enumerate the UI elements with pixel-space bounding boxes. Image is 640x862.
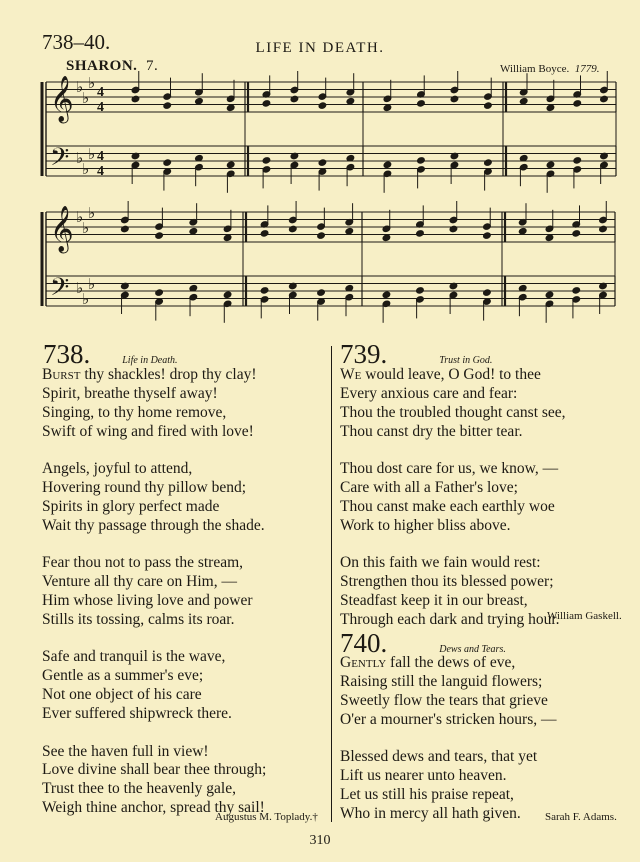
verse-line: Safe and tranquil is the wave, — [42, 648, 226, 666]
verse-line: Singing, to thy home remove, — [42, 403, 227, 421]
verse-line: Venture all thy care on Him, — — [42, 573, 237, 591]
verse-line: Trust thee to the heavenly gale, — [42, 780, 236, 798]
note-head — [483, 289, 492, 297]
verse-line: Spirits in glory perfect made — [42, 497, 220, 515]
flat-icon: ♭ — [82, 290, 90, 308]
hymn-author: Augustus M. Toplady.† — [215, 811, 318, 823]
time-signature: 4 — [97, 100, 104, 115]
verse-line: Fear thou not to pass the stream, — [42, 554, 244, 572]
verse-line: See the haven full in view! — [42, 742, 209, 760]
verse-line: Thou canst make each earthly woe — [340, 497, 555, 515]
verse-line: Steadfast keep it in our breast, — [340, 592, 528, 610]
verse-line: Wait thy passage through the shade. — [42, 516, 265, 534]
note-head — [155, 232, 164, 240]
composer-year: 1779. — [574, 63, 600, 75]
note-head — [545, 291, 554, 299]
verse-line: Hovering round thy pillow bend; — [42, 479, 247, 497]
note-head — [572, 287, 581, 295]
note-head — [346, 97, 355, 105]
bass-clef-icon: 𝄢 — [50, 273, 70, 308]
note-head — [600, 95, 609, 103]
flat-icon: ♭ — [76, 208, 84, 226]
treble-clef-icon: 𝄞 — [50, 76, 74, 122]
flat-icon: ♭ — [88, 145, 96, 163]
verse-line: Care with all a Father's love; — [340, 479, 518, 497]
flat-icon: ♭ — [88, 204, 96, 222]
note-head — [416, 287, 425, 295]
note-head — [226, 161, 235, 169]
tune-name-text: SHARON. — [66, 58, 138, 74]
note-head — [450, 95, 459, 103]
stanza — [42, 648, 322, 724]
note-head — [260, 230, 269, 238]
note-head — [262, 157, 271, 165]
note-head — [195, 97, 204, 105]
note-head — [226, 104, 235, 112]
verse-line: Not one object of his care — [42, 686, 202, 704]
verse-line: Thou canst dry the bitter tear. — [340, 422, 523, 440]
note-head — [262, 100, 271, 108]
time-signature: 4 — [97, 85, 104, 100]
composer-name: William Boyce. — [500, 63, 570, 75]
hymn-number: 738. — [43, 339, 91, 369]
note-head — [572, 230, 581, 238]
hymn-number: 740. — [340, 628, 388, 658]
flat-icon: ♭ — [82, 160, 90, 178]
hymn-740-verses — [340, 654, 620, 824]
treble-clef-icon: 𝄞 — [50, 206, 74, 252]
note-head — [546, 161, 555, 169]
verse-line: Gentle as a summer's eve; — [42, 667, 204, 685]
stanza — [42, 743, 322, 819]
verse-line: Weigh thine anchor, spread thy sail! — [42, 799, 265, 817]
stanza — [340, 460, 620, 536]
stanza — [42, 554, 322, 630]
note-head — [318, 159, 327, 167]
note-head — [573, 157, 582, 165]
note-head — [163, 102, 172, 110]
note-head — [223, 291, 232, 299]
verse-line: Swift of wing and fired with love! — [42, 422, 254, 440]
note-head — [223, 234, 232, 242]
verse-line: Strengthen thou its blessed power; — [340, 573, 554, 591]
verse-line: Sweetly flow the tears that grieve — [340, 691, 548, 709]
page-range: 738–40. — [42, 30, 111, 54]
note-head — [290, 95, 299, 103]
verse-line: Blessed dews and tears, that yet — [340, 748, 538, 766]
verse-line: Lift us nearer unto heaven. — [340, 767, 507, 785]
verse-line: Him whose living love and power — [42, 592, 253, 610]
verse-line: We would leave, O God! to thee — [340, 366, 541, 383]
verse-line: Through each dark and trying hour. — [340, 610, 560, 628]
music-score — [0, 0, 640, 335]
hymn-heading: Trust in God. — [439, 355, 493, 366]
flat-icon: ♭ — [88, 74, 96, 92]
stanza — [42, 460, 322, 536]
note-head — [573, 100, 582, 108]
hymn-739 — [340, 341, 492, 368]
note-head — [416, 230, 425, 238]
note-head — [484, 102, 493, 110]
note-head — [121, 225, 130, 233]
verse-line: Raising still the languid flowers; — [340, 672, 543, 690]
note-head — [383, 161, 392, 169]
note-head — [546, 104, 555, 112]
verse-line: Ever suffered shipwreck there. — [42, 705, 232, 723]
note-head — [155, 289, 164, 297]
flat-icon: ♭ — [88, 275, 96, 293]
verse-line: Let us still his praise repeat, — [340, 785, 514, 803]
hymn-author: William Gaskell. — [547, 610, 622, 622]
note-head — [131, 95, 140, 103]
flat-icon: ♭ — [82, 219, 90, 237]
page-title: LIFE IN DEATH. — [255, 40, 385, 56]
note-head — [483, 232, 492, 240]
verse-line: Spirit, breathe thyself away! — [42, 384, 218, 402]
flat-icon: ♭ — [76, 279, 84, 297]
stanza — [340, 654, 620, 730]
note-head — [382, 291, 391, 299]
hymn-author: Sarah F. Adams. — [545, 811, 617, 823]
bass-clef-icon: 𝄢 — [50, 143, 70, 178]
note-head — [519, 97, 528, 105]
time-signature: 4 — [97, 149, 104, 164]
note-head — [382, 234, 391, 242]
note-head — [163, 159, 172, 167]
verse-line: O'er a mourner's stricken hours, — — [340, 710, 557, 728]
verse-line: Who in mercy all hath given. — [340, 804, 521, 822]
verse-line: Love divine shall bear thee through; — [42, 761, 267, 779]
note-head — [518, 227, 527, 235]
verse-line: Burst thy shackles! drop thy clay! — [42, 366, 257, 383]
note-head — [260, 287, 269, 295]
note-head — [449, 225, 458, 233]
tune-meter: 7. — [145, 58, 159, 74]
stanza — [340, 366, 620, 442]
note-head — [417, 100, 426, 108]
verse-line: Every anxious care and fear: — [340, 384, 518, 402]
stanza — [42, 366, 322, 442]
note-head — [417, 157, 426, 165]
note-head — [484, 159, 493, 167]
time-signature: 4 — [97, 164, 104, 179]
page-number: 310 — [309, 833, 331, 848]
flat-icon: ♭ — [76, 78, 84, 96]
column-divider — [331, 346, 332, 822]
note-head — [345, 227, 354, 235]
hymn-heading: Dews and Tears. — [439, 644, 506, 655]
hymn-738 — [43, 341, 178, 368]
hymn-heading: Life in Death. — [122, 355, 178, 366]
note-head — [317, 289, 326, 297]
note-head — [288, 225, 297, 233]
hymn-740 — [340, 630, 506, 657]
note-head — [317, 232, 326, 240]
verse-line: Gently fall the dews of eve, — [340, 654, 516, 671]
hymn-738-verses — [42, 366, 322, 818]
flat-icon: ♭ — [76, 149, 84, 167]
note-head — [189, 227, 198, 235]
verse-line: Work to higher bliss above. — [340, 516, 511, 534]
flat-icon: ♭ — [82, 89, 90, 107]
verse-line: Stills its tossing, calms its roar. — [42, 610, 235, 628]
verse-line: Angels, joyful to attend, — [42, 460, 193, 478]
verse-line: On this faith we fain would rest: — [340, 554, 541, 572]
note-head — [599, 225, 608, 233]
hymn-number: 739. — [340, 339, 388, 369]
hymn-739-verses — [340, 366, 620, 630]
note-head — [545, 234, 554, 242]
note-head — [318, 102, 327, 110]
note-head — [383, 104, 392, 112]
verse-line: Thou the troubled thought canst see, — [340, 403, 566, 421]
verse-line: Thou dost care for us, we know, — — [340, 460, 559, 478]
